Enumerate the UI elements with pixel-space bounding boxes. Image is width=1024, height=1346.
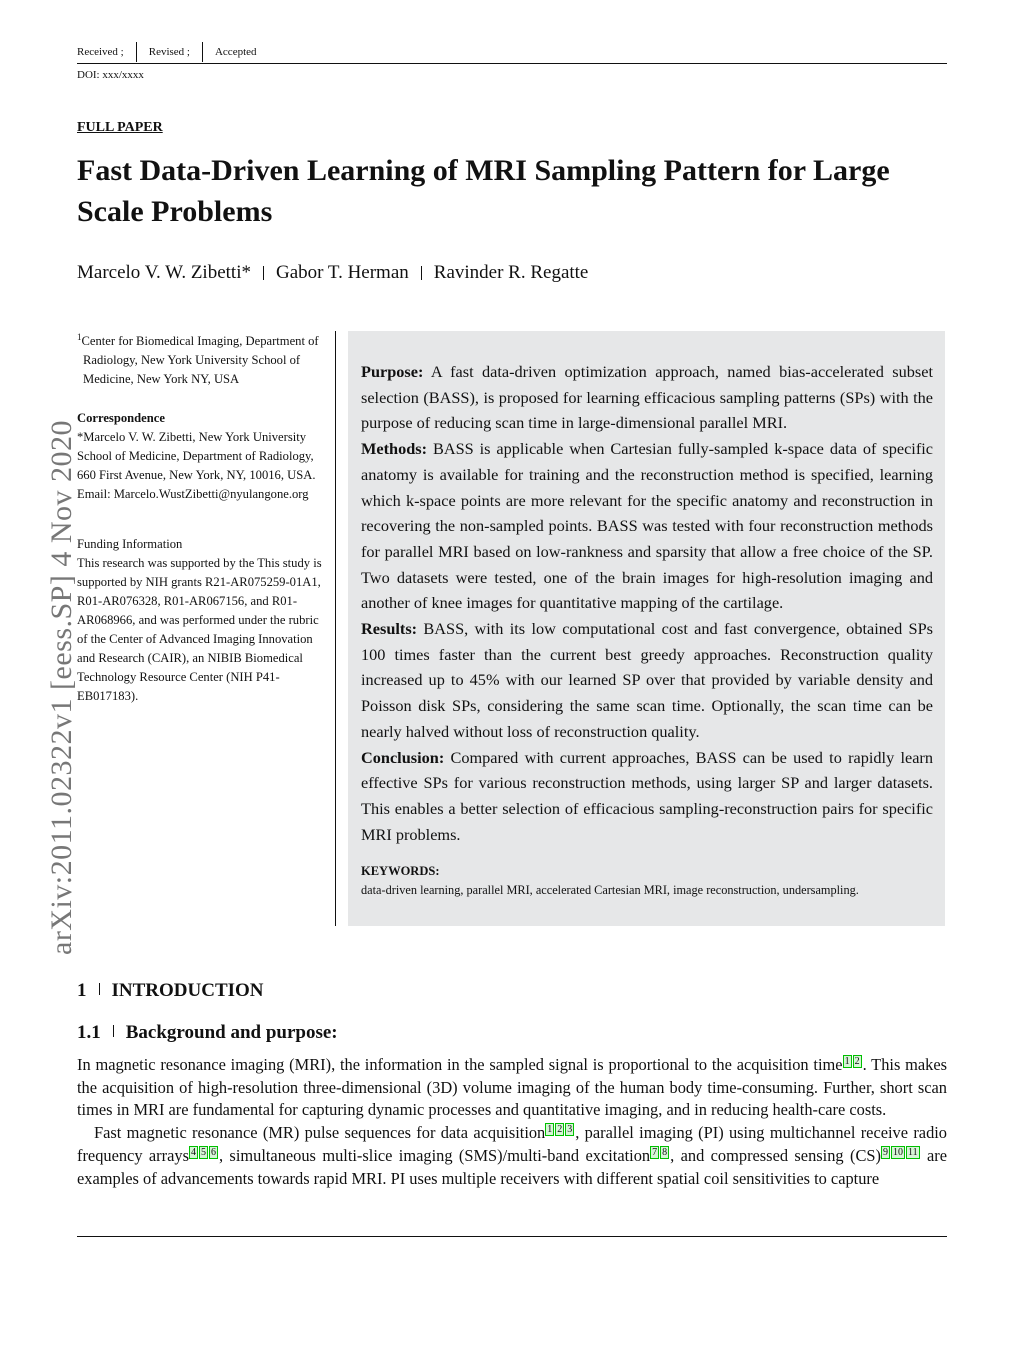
- citation-link[interactable]: 8: [662, 1146, 668, 1158]
- keywords: data-driven learning, parallel MRI, accelerated Cartesian MRI, image reconstruction, undersampling.: [361, 883, 859, 898]
- divider: [263, 266, 264, 280]
- author: Marcelo V. W. Zibetti*: [77, 262, 251, 283]
- citation-group[interactable]: [545, 1124, 575, 1135]
- conclusion-text: Compared with current approaches, BASS can be used to rapidly learn effective SPs for various reconstruction methods, using larger SP and larger datasets. This enables a better selection of efficacious sampling-reconstruction pairs for specific MRI problems.: [361, 747, 933, 844]
- divider: [99, 983, 100, 995]
- received-label: Received ;: [77, 46, 124, 58]
- citation-link[interactable]: 5: [200, 1146, 206, 1158]
- divider: [421, 266, 422, 280]
- abstract-box: [348, 331, 945, 926]
- abstract-body: [361, 359, 933, 847]
- citation-link[interactable]: 11: [907, 1146, 918, 1158]
- citation-group[interactable]: [189, 1147, 219, 1158]
- citation-link[interactable]: 2: [557, 1124, 563, 1136]
- text-run: . This makes the acquisition of high-resolution three-dimensional (3D) volume imaging of the human body time-consuming. Further, short scan times in MRI are fundamental for capturing dynamic processes and quantitative imaging, and in reducing health-care costs.: [77, 1055, 948, 1120]
- text-run: In magnetic resonance imaging (MRI), the information in the sampled signal is proportional to the acquisition time: [77, 1055, 843, 1074]
- arxiv-stamp: arXiv:2011.02322v1 [eess.SP] 4 Nov 2020: [45, 419, 78, 955]
- citation-link[interactable]: 9: [882, 1146, 888, 1158]
- doi: DOI: xxx/xxxx: [77, 69, 144, 81]
- citation-link[interactable]: 2: [854, 1056, 860, 1067]
- citation-group[interactable]: [843, 1056, 863, 1067]
- divider: [202, 42, 203, 62]
- funding-heading: Funding Information: [77, 537, 183, 552]
- correspondence-text: *Marcelo V. W. Zibetti, New York University School of Medicine, Department of Radiology, 660 First Avenue, New York, NY, 10016, USA. Email: Marcelo.WustZibetti@nyulangone.org: [77, 430, 316, 502]
- author: Gabor T. Herman: [275, 262, 409, 283]
- text-run: Fast magnetic resonance (MR) pulse sequences for data acquisition: [94, 1123, 546, 1143]
- text-run: are examples of advancements towards rapid MRI. PI uses multiple receivers with different spatial coil sensitivities to capture: [77, 1145, 947, 1188]
- citation-link[interactable]: 6: [210, 1146, 216, 1158]
- author: Ravinder R. Regatte: [433, 262, 589, 283]
- purpose-text: A fast data-driven optimization approach, named bias-accelerated subset selection (BASS), is proposed for learning efficacious sampling patterns (SPs) with the purpose of reducing scan time in large-dimensional parallel MRI.: [361, 362, 933, 433]
- citation-link[interactable]: 10: [892, 1146, 903, 1158]
- purpose-label: Purpose:: [361, 362, 424, 381]
- section-title: INTRODUCTION: [111, 980, 264, 1001]
- subsection-title: Background and purpose:: [125, 1022, 338, 1043]
- column-divider: [335, 331, 336, 926]
- affiliation-text: Center for Biomedical Imaging, Department of Radiology, New York University School of Medicine, New York NY, USA: [81, 334, 319, 387]
- citation-group[interactable]: [650, 1147, 670, 1158]
- section-heading: [77, 980, 264, 1002]
- citation-link[interactable]: 1: [547, 1124, 553, 1136]
- paragraph: [77, 1122, 947, 1190]
- citation-link[interactable]: 7: [652, 1146, 658, 1158]
- body-text: [77, 1054, 947, 1190]
- text-run: , parallel imaging (PI) using multichannel receive radio frequency arrays: [77, 1123, 948, 1165]
- results-text: BASS, with its low computational cost and fast convergence, obtained SPs 100 times faster than the current best greedy approaches. Reconstruction quality increased up to 45% with our learned SP over that provided by variable density and Poisson disk SPs, considering the same scan time. Optionally, the scan time can be nearly halved without loss of reconstruction quality.: [361, 619, 933, 741]
- divider: [136, 42, 137, 62]
- citation-link[interactable]: 3: [567, 1124, 573, 1136]
- correspondence-heading: Correspondence: [77, 411, 165, 426]
- publication-dates: [77, 42, 257, 62]
- divider: [113, 1025, 114, 1037]
- author-list: [77, 262, 588, 284]
- header-rule: [77, 63, 947, 64]
- paragraph: [77, 1054, 947, 1122]
- footer-rule: [77, 1236, 947, 1237]
- methods-label: Methods:: [361, 439, 428, 459]
- results-label: Results:: [361, 619, 418, 639]
- citation-link[interactable]: 1: [844, 1056, 850, 1067]
- subsection-heading: [77, 1022, 338, 1044]
- subsection-number: 1.1: [77, 1022, 101, 1043]
- citation-link[interactable]: 4: [190, 1146, 196, 1158]
- conclusion-label: Conclusion:: [361, 747, 445, 767]
- keywords-heading: KEYWORDS:: [361, 864, 440, 879]
- citation-group[interactable]: [881, 1147, 921, 1158]
- sidebar-metadata: [77, 328, 327, 706]
- funding-text: This research was supported by the This study is supported by NIH grants R21-AR075259-01A1, R01-AR076328, R01-AR067156, and R01-AR068966, and was performed under the rubric of the Center of Advanced Imaging Innovation and Research (CAIR), an NIBIB Biomedical Technology Resource Center (NIH P41-EB017183).: [77, 556, 322, 704]
- paper-title: Fast Data-Driven Learning of MRI Sampling Pattern for Large Scale Problems: [77, 154, 890, 228]
- revised-label: Revised ;: [148, 46, 190, 58]
- accepted-label: Accepted: [214, 46, 257, 58]
- paper-type: FULL PAPER: [77, 120, 163, 135]
- text-run: , simultaneous multi-slice imaging (SMS)/multi-band excitation: [218, 1145, 651, 1165]
- affiliation: [77, 328, 327, 389]
- methods-text: BASS is applicable when Cartesian fully-sampled k-space data of specific anatomy is available for training and the reconstruction method is specified, learning which k-space points are more relevant for the specific anatomy and reconstruction in recovering the non-sampled points. BASS was tested with four reconstruction methods for parallel MRI based on low-rankness and sparsity that allow a free choice of the SP. Two datasets were tested, one of the brain images for high-resolution imaging and another of knee images for quantitative mapping of the cartilage.: [361, 439, 933, 613]
- section-number: 1: [77, 980, 87, 1001]
- affiliation-marker: 1: [77, 332, 82, 342]
- text-run: , and compressed sensing (CS): [670, 1145, 881, 1165]
